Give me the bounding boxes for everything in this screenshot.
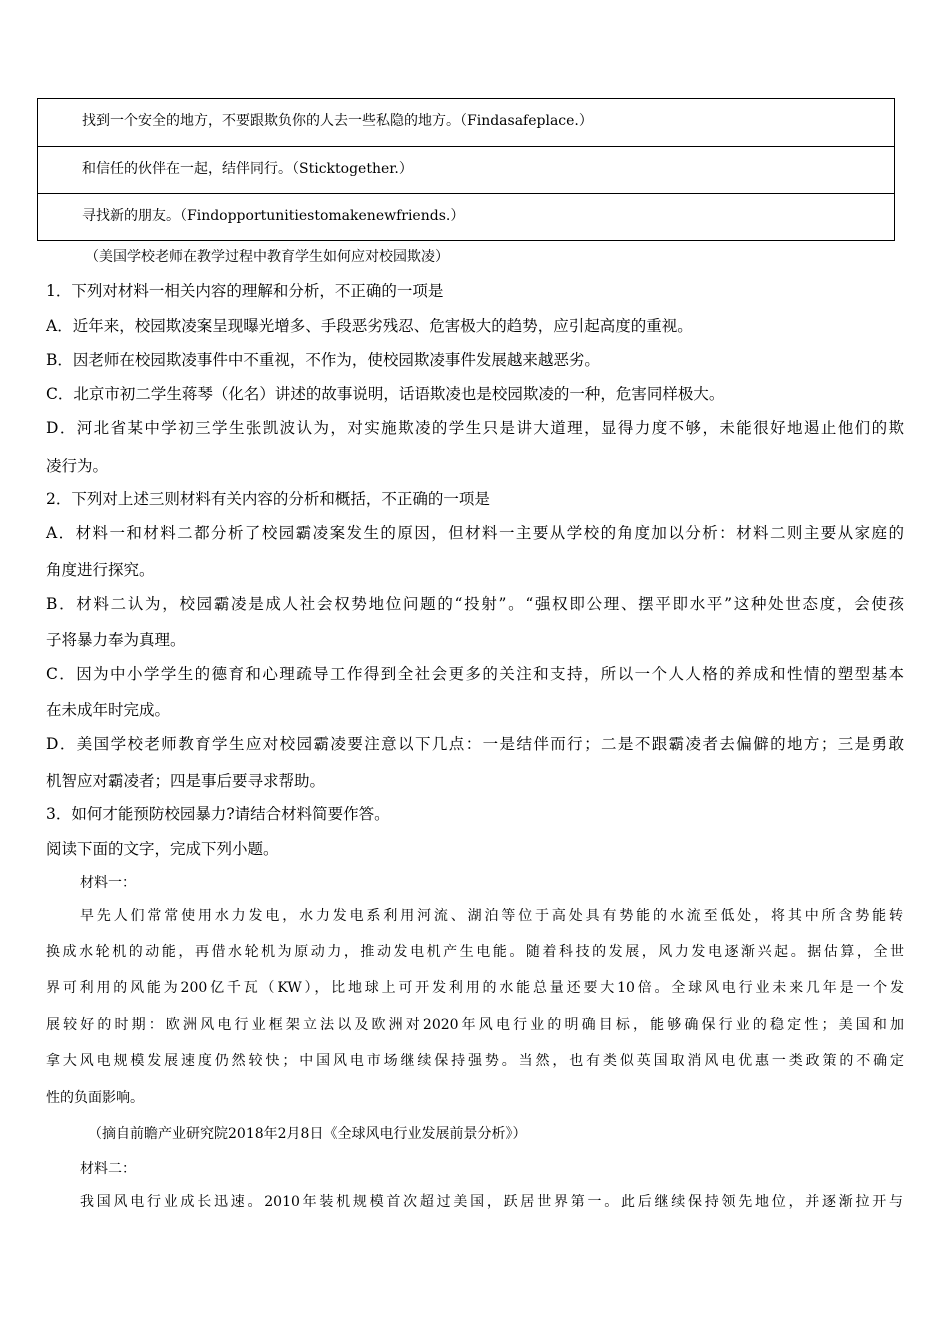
question-2-option-c-cont: 在未成年时完成。 xyxy=(46,701,171,719)
question-2-option-d xyxy=(46,732,904,754)
material-1-text-line: 界可利用的风能为200亿千瓦（KW），比地球上可开发利用的水能总量还要大10倍。全球风电行业未来几年是一个发 xyxy=(46,980,904,996)
material-1-line xyxy=(46,941,904,961)
option-d-line-1: D．美国学校老师教育学生应对校园霸凌要注意以下几点：一是结伴而行；二是不跟霸凌者去偏僻的地方；三是勇敢 xyxy=(46,735,904,753)
option-a-line-1: A．材料一和材料二都分析了校园霸凌案发生的原因，但材料一主要从学校的角度加以分析：材料二则主要从家庭的 xyxy=(46,524,904,542)
question-2-option-c xyxy=(46,662,904,684)
material-1-line xyxy=(46,1050,904,1070)
table-row: 和信任的伙伴在一起，结伴同行。（Sticktogether.） xyxy=(38,146,894,193)
table-row: 寻找新的朋友。（Findopportunitiestomakenewfriends.） xyxy=(38,193,894,240)
option-c-line-1: C．因为中小学学生的德育和心理疏导工作得到全社会更多的关注和支持，所以一个人人格的养成和性情的塑型基本 xyxy=(46,665,904,683)
question-2-option-a xyxy=(46,521,904,543)
material-1-line xyxy=(46,977,904,997)
material-2-text-line: 我国风电行业成长迅速。2010年装机规模首次超过美国，跃居世界第一。此后继续保持领先地位，并逐渐拉开与 xyxy=(80,1194,903,1210)
question-1-option-b: B．因老师在校园欺凌事件中不重视，不作为，使校园欺凌事件发展越来越恶劣。 xyxy=(46,351,600,369)
material-1-text-line: 展较好的时期：欧洲风电行业框架立法以及欧洲对2020年风电行业的明确目标，能够确保行业的稳定性；美国和加 xyxy=(46,1017,904,1033)
material-2-line xyxy=(80,1191,903,1211)
advice-table xyxy=(37,98,895,241)
reading-instruction: 阅读下面的文字，完成下列小题。 xyxy=(46,840,279,858)
question-3: 3．如何才能预防校园暴力?请结合材料简要作答。 xyxy=(46,805,390,823)
question-1-option-d xyxy=(46,416,904,438)
material-1-line xyxy=(80,905,903,925)
question-1-option-a: A．近年来，校园欺凌案呈现曝光增多、手段恶劣残忍、危害极大的趋势，应引起高度的重视。 xyxy=(46,317,693,335)
material-2-label: 材料二： xyxy=(80,1161,136,1177)
option-b-line-1: B．材料二认为，校园霸凌是成人社会权势地位问题的“投射”。“强权即公理、摆平即水平”这种处世态度，会使孩 xyxy=(46,595,904,613)
question-2-option-a-cont: 角度进行探究。 xyxy=(46,561,155,579)
material-1-text-line: 换成水轮机的动能，再借水轮机为原动力，推动发电机产生电能。随着科技的发展，风力发电逐渐兴起。据估算，全世 xyxy=(46,944,904,960)
material-1-source: （摘自前瞻产业研究院2018年2月8日《全球风电行业发展前景分析》） xyxy=(88,1126,527,1142)
question-2-stem: 2．下列对上述三则材料有关内容的分析和概括，不正确的一项是 xyxy=(46,490,490,508)
question-1-option-d-cont: 凌行为。 xyxy=(46,457,109,475)
question-2-option-b-cont: 子将暴力奉为真理。 xyxy=(46,631,186,649)
table-caption: （美国学校老师在教学过程中教育学生如何应对校园欺凌） xyxy=(85,249,449,265)
material-1-line-last: 性的负面影响。 xyxy=(46,1090,144,1106)
question-1-option-c: C．北京市初二学生蒋琴（化名）讲述的故事说明，话语欺凌也是校园欺凌的一种，危害同样极大。 xyxy=(46,385,725,403)
material-1-line xyxy=(46,1014,904,1034)
material-1-text-line: 早先人们常常使用水力发电，水力发电系利用河流、湖泊等位于高处具有势能的水流至低处，将其中所含势能转 xyxy=(80,908,903,924)
table-row: 找到一个安全的地方，不要跟欺负你的人去一些私隐的地方。（Findasafeplace.） xyxy=(82,113,593,129)
question-2-option-d-cont: 机智应对霸凌者；四是事后要寻求帮助。 xyxy=(46,772,326,790)
question-1-stem: 1．下列对材料一相关内容的理解和分析，不正确的一项是 xyxy=(46,282,444,300)
question-2-option-b xyxy=(46,592,904,614)
material-1-text-line: 拿大风电规模发展速度仍然较快；中国风电市场继续保持强势。当然，也有类似英国取消风电优惠一类政策的不确定 xyxy=(46,1053,904,1069)
option-d-line-1: D．河北省某中学初三学生张凯波认为，对实施欺凌的学生只是讲大道理，显得力度不够，未能很好地遏止他们的欺 xyxy=(46,419,904,437)
material-1-label: 材料一： xyxy=(80,875,136,891)
